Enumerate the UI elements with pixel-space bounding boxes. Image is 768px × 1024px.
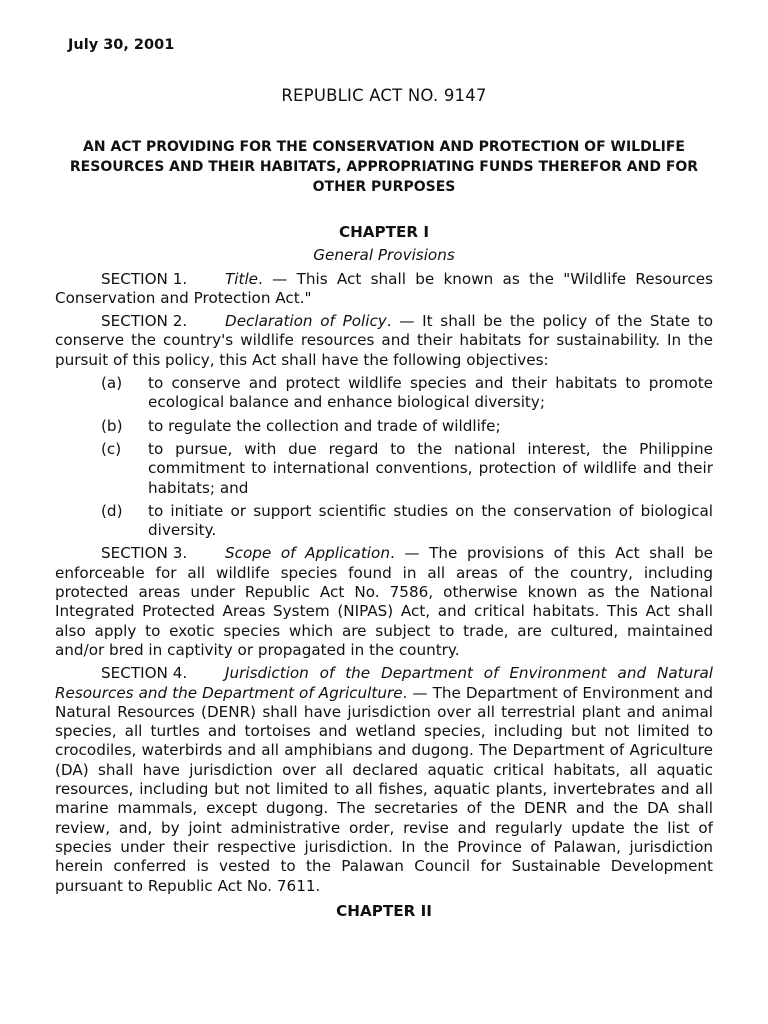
chapter-subheading: General Provisions — [313, 246, 455, 265]
objective-item — [55, 502, 713, 541]
objective-item — [55, 417, 713, 436]
section-4 — [55, 664, 713, 896]
section-text: . — It shall be the policy of the State to conserve the country's wildlife resources and their habitats for sustainability. In the pursuit of this policy, this Act shall have the following objectives: — [55, 312, 713, 369]
section-number: SECTION 1. — [101, 269, 188, 288]
section-title: Title — [225, 269, 259, 288]
section-title: Declaration of Policy — [225, 312, 387, 331]
section-1 — [55, 270, 713, 309]
chapter-heading: CHAPTER II — [336, 901, 432, 920]
objective-text: to pursue, with due regard to the national interest, the Philippine commitment to international conventions, protection of wildlife and their habitats; and — [148, 439, 713, 497]
objective-item — [55, 374, 713, 413]
section-title: Jurisdiction of the Department of Environment and Natural Resources and the Department of Agriculture — [55, 664, 713, 702]
objective-label: (c) — [101, 439, 122, 458]
section-text: . — The provisions of this Act shall be enforceable for all wildlife species found in all areas of the country, including protected areas under Republic Act No. 7586, otherwise known as the National Integrated Protected Areas System (NIPAS) Act, and critical habitats. This Act shall also apply to exotic species which are subject to trade, are cultured, maintained and/or bred in captivity or propagated in the country. — [55, 544, 713, 659]
act-number: REPUBLIC ACT NO. 9147 — [281, 86, 487, 105]
objective-label: (b) — [101, 416, 123, 435]
section-3 — [55, 544, 713, 660]
objective-label: (a) — [101, 374, 123, 393]
document-date: July 30, 2001 — [68, 37, 175, 53]
section-text: . — The Department of Environment and Natural Resources (DENR) shall have jurisdiction over all terrestrial plant and animal species, all turtles and tortoises and wetland species, including but not limited to crocodiles, waterbirds and all amphibians and dugong. The Department of Agriculture (DA) shall have jurisdiction over all declared aquatic critical habitats, all aquatic resources, including but not limited to all fishes, aquatic plants, invertebrates and all marine mammals, except dugong. The secretaries of the DENR and the DA shall review, and, by joint administrative order, revise and regularly update the list of species under their respective jurisdiction. In the Province of Palawan, jurisdiction herein conferred is vested to the Palawan Council for Sustainable Development pursuant to Republic Act No. 7611. — [55, 683, 713, 895]
act-title: AN ACT PROVIDING FOR THE CONSERVATION AND PROTECTION OF WILDLIFE RESOURCES AND THEIR HABITATS, APPROPRIATING FUNDS THEREFOR AND FOR OTHER PURPOSES — [69, 139, 699, 195]
section-title: Scope of Application — [225, 544, 390, 563]
section-number: SECTION 4. — [101, 664, 188, 683]
chapter-heading: CHAPTER I — [338, 223, 430, 241]
section-text: . — This Act shall be known as the "Wildlife Resources Conservation and Protection Act." — [55, 269, 713, 307]
section-number: SECTION 3. — [101, 544, 188, 563]
objective-label: (d) — [101, 501, 123, 520]
section-number: SECTION 2. — [101, 312, 188, 331]
objective-item — [55, 440, 713, 498]
objective-text: to initiate or support scientific studies on the conservation of biological diversity. — [148, 501, 713, 540]
section-2 — [55, 312, 713, 370]
objective-text: to regulate the collection and trade of wildlife; — [148, 416, 501, 435]
objective-text: to conserve and protect wildlife species and their habitats to promote ecological balance and enhance biological diversity; — [148, 374, 713, 412]
document-body — [55, 223, 713, 921]
